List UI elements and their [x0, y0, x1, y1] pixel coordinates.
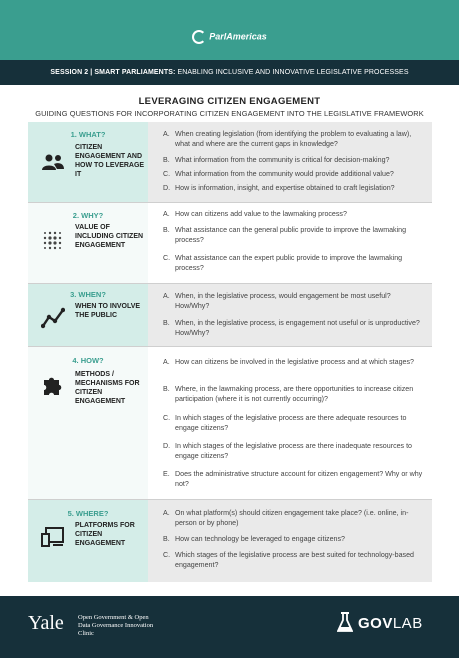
- section-where-heading: 5. WHERE?: [67, 509, 109, 518]
- item-text: Which stages of the legislative process are best suited for technology-based engagement?: [175, 551, 414, 570]
- section-how-item-d: [163, 441, 425, 462]
- parlamericas-logo: [0, 30, 459, 44]
- item-text: Does the administrative structure account for citizen engagement? Why or why not?: [175, 470, 423, 489]
- item-letter: B.: [163, 385, 170, 393]
- section-why-heading: 2. WHY?: [72, 211, 104, 220]
- item-letter: D.: [163, 184, 171, 192]
- session-title: ENABLING INCLUSIVE AND INNOVATIVE LEGISLATIVE PROCESSES: [175, 69, 409, 76]
- section-how-heading: 4. HOW?: [72, 356, 104, 365]
- item-letter: C.: [163, 414, 171, 422]
- section-why-item-b: [163, 225, 425, 246]
- item-letter: B.: [163, 156, 170, 164]
- item-text: When, in the legislative process, is engagement not useful or is unproductive? How/Why?: [175, 319, 420, 338]
- item-text: What assistance can the expert public provide to improve the lawmaking process?: [175, 254, 403, 273]
- devices-icon: [41, 525, 65, 549]
- item-letter: A.: [163, 210, 170, 218]
- item-letter: E.: [163, 470, 170, 478]
- section-what-heading: 1. WHAT?: [70, 130, 106, 139]
- item-text: How is information, insight, and expertise obtained to craft legislation?: [175, 184, 395, 192]
- section-when-item-a: [163, 291, 425, 312]
- item-text: How can citizens add value to the lawmaking process?: [175, 210, 347, 218]
- section-what-item-c: [163, 169, 425, 179]
- item-text: In which stages of the legislative process are there adequate resources to engage citizens?: [175, 414, 407, 433]
- item-text: What information from the community would provide additional value?: [175, 170, 394, 178]
- section-how-subheading: METHODS / MECHANISMS FOR CITIZEN ENGAGEMENT: [75, 371, 140, 405]
- item-text: Where, in the lawmaking process, are there opportunities to increase citizen participation (where it is not currently occurring)?: [175, 385, 414, 404]
- govlab-logo-bold: GOV: [358, 615, 393, 632]
- section-where-item-b: [163, 534, 425, 544]
- section-where-subheading: PLATFORMS FOR CITIZEN ENGAGEMENT: [75, 522, 135, 547]
- section-what-item-a: [163, 129, 425, 150]
- parlamericas-logo-icon: [192, 30, 206, 44]
- section-how-item-b: [163, 384, 425, 405]
- govlab-logo: [358, 615, 423, 632]
- item-letter: B.: [163, 226, 170, 234]
- yale-clinic-name: Open Government & Open Data Governance Innovation Clinic: [78, 614, 154, 637]
- page-subtitle: GUIDING QUESTIONS FOR INCORPORATING CITIZEN ENGAGEMENT INTO THE LEGISLATIVE FRAMEWORK: [35, 109, 424, 118]
- section-when-subheading: WHEN TO INVOLVE THE PUBLIC: [75, 303, 141, 319]
- item-text: What assistance can the general public provide to improve the lawmaking process?: [175, 226, 407, 245]
- section-where-item-c: [163, 550, 425, 571]
- section-where-item-a: [163, 508, 425, 529]
- section-when-heading: 3. WHEN?: [70, 290, 106, 299]
- session-banner: [0, 60, 459, 85]
- section-what-subheading: CITIZEN ENGAGEMENT AND HOW TO LEVERAGE IT: [75, 144, 145, 178]
- flask-icon: [337, 611, 353, 633]
- govlab-logo-light: LAB: [392, 615, 423, 632]
- section-what-item-b: [163, 155, 425, 165]
- item-text: When creating legislation (from identifying the problem to evaluating a law), what and where are the current gaps in knowledge?: [175, 130, 412, 149]
- item-letter: A.: [163, 130, 170, 138]
- item-letter: D.: [163, 442, 171, 450]
- item-letter: A.: [163, 292, 170, 300]
- item-letter: C.: [163, 551, 171, 559]
- section-why-item-a: [163, 209, 425, 219]
- item-text: When, in the legislative process, would engagement be most useful? How/Why?: [175, 292, 391, 311]
- section-how-item-a: [163, 357, 425, 367]
- dots-grid-icon: [41, 229, 65, 253]
- item-letter: C.: [163, 254, 171, 262]
- item-text: How can technology be leveraged to engage citizens?: [175, 535, 345, 543]
- session-prefix: SESSION 2 | SMART PARLIAMENTS:: [50, 69, 176, 76]
- yale-logo: Yale: [28, 612, 64, 634]
- logo-text: ParlAmericas: [209, 31, 267, 42]
- section-how-item-c: [163, 413, 425, 434]
- trend-line-icon: [41, 306, 65, 330]
- item-text: In which stages of the legislative process are there inadequate resources to engage citizens?: [175, 442, 412, 461]
- item-letter: A.: [163, 358, 170, 366]
- item-letter: A.: [163, 509, 170, 517]
- section-why-subheading: VALUE OF INCLUDING CITIZEN ENGAGEMENT: [75, 224, 144, 249]
- puzzle-icon: [41, 374, 65, 398]
- section-when-item-b: [163, 318, 425, 339]
- item-text: On what platform(s) should citizen engagement take place? (i.e. online, in-person or by phone): [175, 509, 409, 528]
- item-letter: B.: [163, 535, 170, 543]
- item-text: What information from the community is critical for decision-making?: [175, 156, 390, 164]
- item-letter: B.: [163, 319, 170, 327]
- people-icon: [41, 150, 65, 174]
- section-how-item-e: [163, 469, 425, 490]
- item-text: How can citizens be involved in the legislative process and at which stages?: [175, 358, 414, 366]
- section-why-item-c: [163, 253, 425, 274]
- page-title: LEVERAGING CITIZEN ENGAGEMENT: [138, 96, 321, 107]
- item-letter: C.: [163, 170, 171, 178]
- section-what-item-d: [163, 183, 425, 193]
